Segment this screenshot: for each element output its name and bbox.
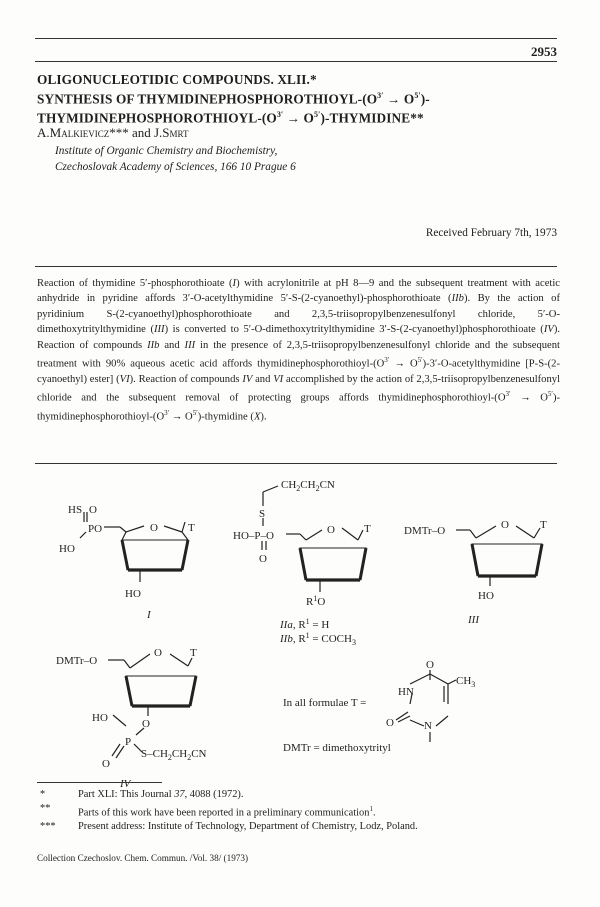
struct-I-hs: HS [68,504,83,516]
thymine-ch3: $CH_3$ [456,675,476,689]
struct-IV-ring-o: O [154,647,162,659]
footnote-1: * Part XLI: This Journal 37, 4088 (1972). [40,789,244,800]
structure-IV [108,654,196,758]
struct-III-dmtr: DMTr–O [404,525,446,537]
struct-IV-label: IV [120,778,131,790]
struct-IV-o: O [142,718,150,730]
struct-II-o: O [259,553,267,565]
struct-II-hop: HO–P–O [233,530,274,542]
thymine-n: N [424,720,432,732]
struct-IV-dmtr: DMTr–O [56,655,98,667]
structure-III [456,526,542,586]
struct-II-label-b: IIb, $R^1$ = $COCH_3$ [280,631,356,647]
struct-I-label: I [147,609,151,621]
thymine-o-top: O [426,659,434,671]
article-title [37,72,567,127]
title-line-1: OLIGONUCLEOTIDIC COMPOUNDS. XLII.* [37,72,317,87]
thymine-o-left: O [386,717,394,729]
footnote-2: ** Parts of this work have been reported in a preliminary communication$^1$. [40,803,376,819]
struct-I-po: PO [88,523,103,535]
header-rule-2 [35,61,557,62]
struct-I-ho-bottom: HO [125,588,141,600]
chemical-structures [0,470,600,790]
struct-I-ring-o: O [150,522,158,534]
struct-II-t: T [364,523,371,535]
struct-II-label-a: IIa, $R^1 = H$ [280,617,330,631]
footnotes [40,788,560,834]
thymine-prefix: In all formulae T = [283,697,367,709]
page-number: 2953 [531,44,557,59]
struct-II-ring-o: O [327,524,335,536]
abstract-rule-top [35,266,557,267]
received-date: Received February 7th, 1973 [425,227,557,239]
struct-IV-ho: HO [92,712,108,724]
abstract: Reaction of thymidine 5′-phosphorothioate (I) with acrylonitrile at pH 8—9 and the subsequent treatment with acetic anhydride in pyridine affords 3′-O-acetylthymidine 5′-S-(2-cyanoethyl)-phosphorothioate (IIb). By the action of pyridinium S-(2-cyanoethyl)phosphorothioate and 2,3,5-triisopropylbenzenesulfonyl chloride, 5′-O-dimethoxytritylthymidine (III) is converted to 5′-O-dimethoxytritylthymidine 3′-S-(2-cyanoethyl)phosphorothioate (IV). Reaction of compounds IIb and III in the presence of 2,3,5-triisopropylbenzenesulfonyl chloride and the subsequent treatment with 90% aqueous acetic acid affords thymidinephosphorothioyl-($O^{3'}$ → $O^{5'})-3'-O$-acetylthymidine [P-S-(2-cyanoethyl) ester] (VI). Reaction of compounds IV and VI accomplished by the action of 2,3,5-triisopropylbenzenesulfonyl chloride and the subsequent removal of protecting groups affords thymidinephosphorothioyl-($O^{3'}$ → $O^{5'})-thymidinephosphorothioyl-(O^{3'}$ → $O^{5'}$)-thymidine (X). [37,278,561,423]
affiliation [55,143,296,175]
authors: A.Malkievicz*** and J.Smrt [37,125,189,140]
struct-II-r1o: $R^1O$ [306,594,326,608]
footnote-rule [37,782,162,783]
header-rule [35,38,557,39]
struct-III-label: III [468,614,479,626]
title-line-3: THYMIDINEPHOSPHOROTHIOYL-($O^{3'}$ → $O^{5'})-THYMIDINE**$ [37,110,424,126]
struct-I-o: O [89,504,97,516]
structure-II [262,486,366,592]
thymine-hn: HN [398,686,414,698]
affiliation-line-2: Czechoslovak Academy of Sciences, 166 10 Prague 6 [55,161,296,173]
journal-footer: Collection Czechoslov. Chem. Commun. /Vol. 38/ (1973) [37,853,249,863]
struct-II-s: S [259,508,266,520]
struct-I-ho-left: HO [59,543,75,555]
struct-I-t: T [188,522,195,534]
struct-III-ring-o: O [501,519,509,531]
affiliation-line-1: Institute of Organic Chemistry and Biochemistry, [55,145,278,157]
struct-II-chain: $CH_2CH_2CN$ [281,479,335,493]
struct-III-ho: HO [478,590,494,602]
struct-IV-s-chain: $S-CH_2CH_2CN$ [141,748,207,762]
struct-IV-t: T [190,647,197,659]
title-line-2: SYNTHESIS OF THYMIDINEPHOSPHOROTHIOYL-$(O^{3'} \to O^{5'})-$ [37,91,430,107]
struct-III-t: T [540,519,547,531]
struct-IV-p: P [125,736,132,748]
footnote-3: *** Present address: Institute of Technology, Department of Chemistry, Lodz, Poland. [40,821,418,833]
abstract-rule-bottom [35,463,557,464]
struct-IV-o-double: O [102,758,110,770]
dmtr-definition: DMTr = dimethoxytrityl [283,742,391,754]
